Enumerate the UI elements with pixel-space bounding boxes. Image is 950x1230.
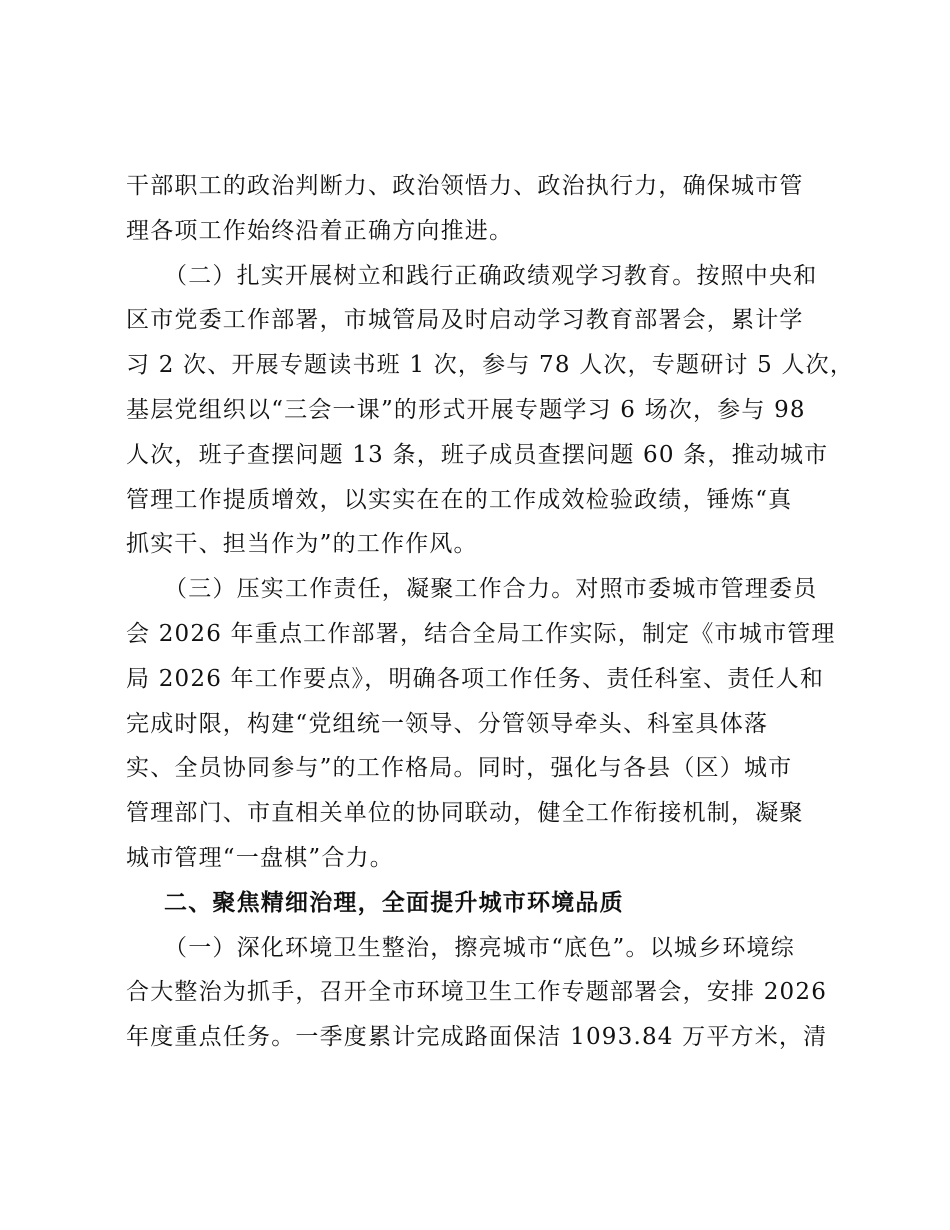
text-line-7: 人次，班子查摆问题 13 条，班子成员查摆问题 60 条，推动城市 bbox=[126, 441, 829, 468]
text-line-13: 完成时限，构建“党组统一领导、分管领导牵头、科室具体落 bbox=[126, 710, 769, 737]
section-heading: 二、聚焦精细治理，全面提升城市环境品质 bbox=[164, 888, 624, 916]
text-line-11: 会 2026 年重点工作部署，结合全局工作实际，制定《市城市管理 bbox=[126, 620, 836, 647]
document-body bbox=[126, 164, 855, 1060]
text-line-3: （二）扎实开展树立和践行正确政绩观学习教育。按照中央和 bbox=[164, 262, 818, 289]
text-line-4: 区市党委工作部署，市城管局及时启动学习教育部署会，累计学 bbox=[126, 307, 804, 334]
text-line-15: 管理部门、市直相关单位的协同联动，健全工作衔接机制，凝聚 bbox=[126, 800, 804, 827]
text-line-6: 基层党组织以“三会一课”的形式开展专题学习 6 场次，参与 98 bbox=[126, 396, 806, 423]
text-line-8: 管理工作提质增效，以实实在在的工作成效检验政绩，锤炼“真 bbox=[126, 486, 793, 513]
text-line-14: 实、全员协同参与”的工作格局。同时，强化与各县（区）城市 bbox=[126, 755, 793, 782]
text-line-5: 习 2 次、开展专题读书班 1 次，参与 78 人次，专题研讨 5 人次， bbox=[126, 352, 855, 379]
text-line-19: 合大整治为抓手，召开全市环境卫生工作专题部署会，安排 2026 bbox=[126, 979, 828, 1006]
text-line-12: 局 2026 年工作要点》，明确各项工作任务、责任科室、责任人和 bbox=[126, 665, 825, 692]
text-line-9: 抓实干、担当作为”的工作作风。 bbox=[126, 531, 478, 558]
text-line-2: 理各项工作始终沿着正确方向推进。 bbox=[126, 217, 514, 244]
text-line-16: 城市管理“一盘棋”合力。 bbox=[126, 844, 394, 871]
text-line-20: 年度重点任务。一季度累计完成路面保洁 1093.84 万平方米，清 bbox=[126, 1024, 828, 1051]
text-line-10: （三）压实工作责任，凝聚工作合力。对照市委城市管理委员 bbox=[164, 576, 818, 603]
text-line-18: （一）深化环境卫生整治，擦亮城市“底色”。以城乡环境综 bbox=[164, 934, 795, 961]
text-line-1: 干部职工的政治判断力、政治领悟力、政治执行力，确保城市管 bbox=[126, 173, 804, 199]
